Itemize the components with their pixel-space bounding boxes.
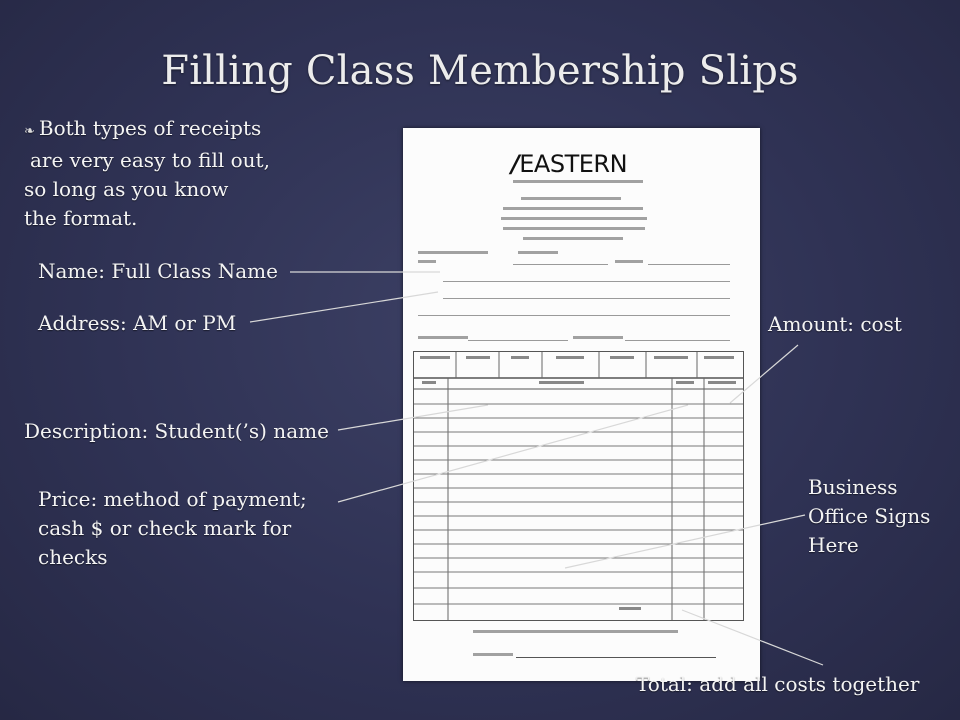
label-description: Description: Student(’s) name bbox=[24, 419, 329, 443]
label-business-line-3: Here bbox=[808, 533, 859, 557]
bullet-line-4: the format. bbox=[24, 206, 138, 230]
eastern-logo: /EASTERN bbox=[511, 150, 628, 178]
label-address: Address: AM or PM bbox=[38, 311, 237, 335]
label-total: Total: add all costs together bbox=[636, 672, 920, 696]
pointer-business-office bbox=[565, 515, 805, 568]
bullet-line-1: Both types of receipts bbox=[38, 116, 262, 140]
bullet-line-2: are very easy to fill out, bbox=[30, 148, 270, 172]
bullet-icon: ❧ bbox=[24, 124, 35, 139]
label-business-line-2: Office Signs bbox=[808, 504, 931, 528]
pointer-price bbox=[338, 405, 688, 502]
label-price-line-3: checks bbox=[38, 545, 108, 569]
pointer-address bbox=[250, 292, 438, 322]
pointer-description bbox=[338, 405, 488, 430]
logo-text: EASTERN bbox=[519, 150, 628, 178]
label-name: Name: Full Class Name bbox=[38, 259, 278, 283]
label-price-line-1: Price: method of payment; bbox=[38, 487, 307, 511]
label-business-line-1: Business bbox=[808, 475, 898, 499]
bullet-line-3: so long as you know bbox=[24, 177, 229, 201]
slide-title: Filling Class Membership Slips bbox=[161, 48, 799, 94]
pointer-total bbox=[682, 610, 823, 665]
pointer-amount bbox=[730, 345, 798, 403]
label-amount: Amount: cost bbox=[768, 312, 902, 336]
label-price-line-2: cash $ or check mark for bbox=[38, 516, 292, 540]
